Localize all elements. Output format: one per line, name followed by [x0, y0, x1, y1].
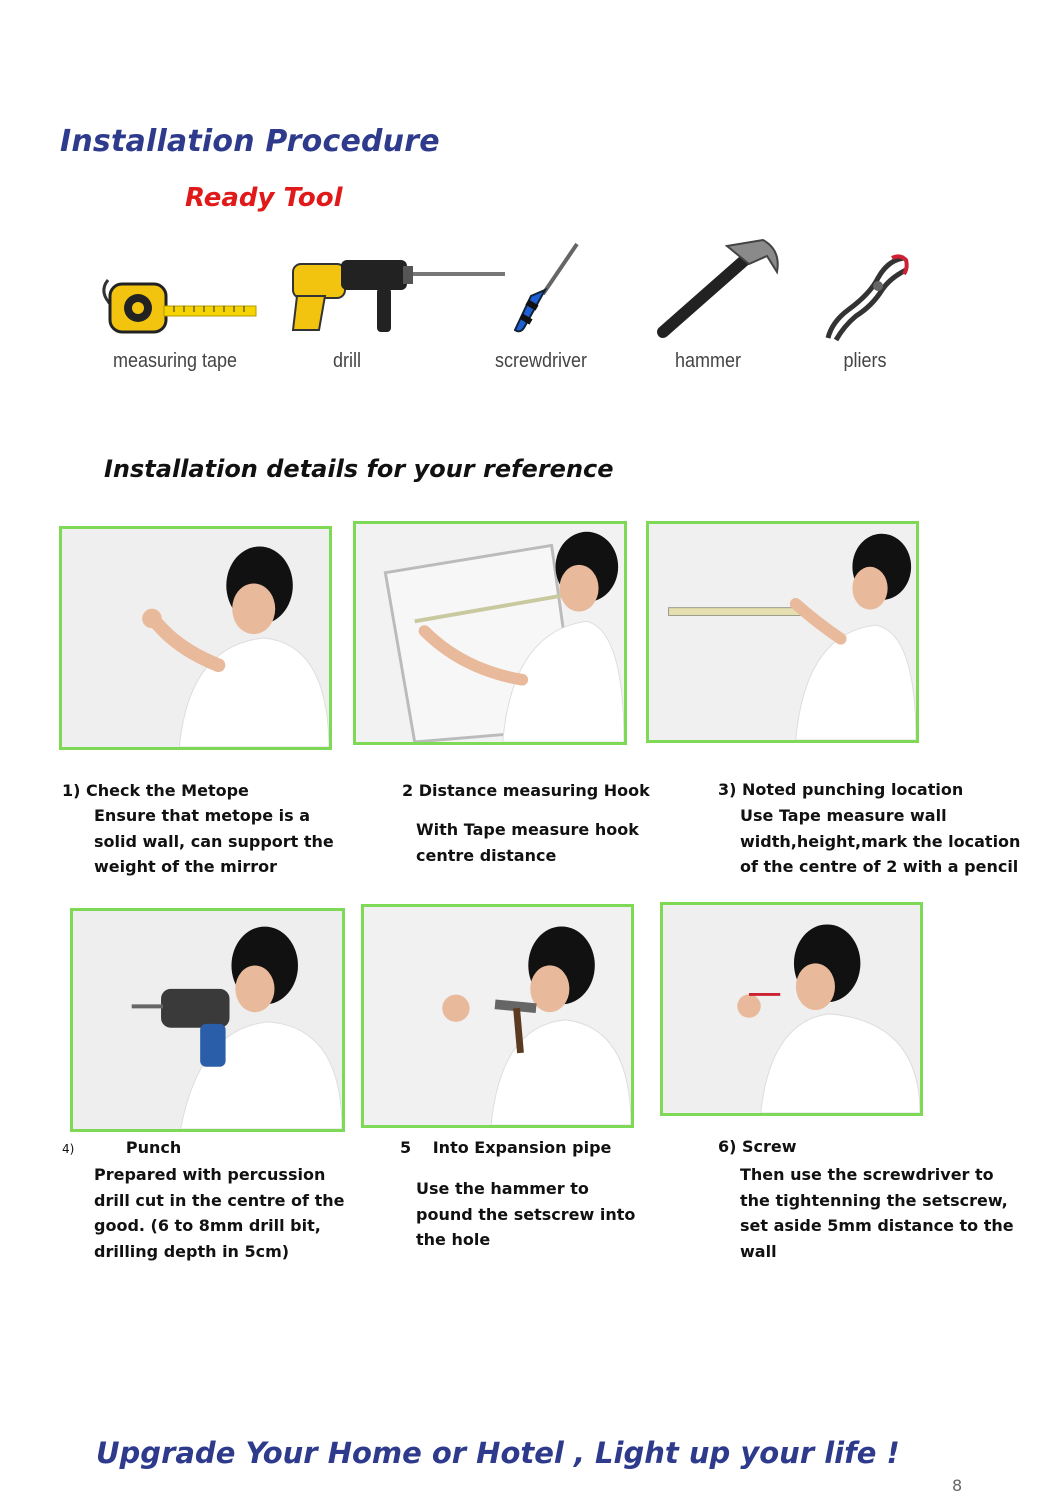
step-title: Check the Metope — [86, 781, 249, 800]
hammer-icon — [645, 236, 785, 342]
step-4-photo — [70, 908, 345, 1132]
tool-label: measuring tape — [112, 350, 238, 372]
step-number: 1) — [62, 781, 81, 800]
step-5-photo — [361, 904, 634, 1128]
tool-label: pliers — [843, 350, 887, 372]
step-title: Punch — [125, 1138, 182, 1157]
step-number: 4) — [62, 1142, 75, 1156]
step-4-heading — [62, 1138, 181, 1157]
step-title: Noted punching location — [742, 780, 964, 799]
step-line: Use Tape measure wall — [740, 806, 947, 825]
measuring-tape-icon — [90, 262, 260, 342]
step-title: Distance measuring Hook — [418, 781, 650, 800]
step-3-photo — [646, 521, 919, 743]
step-5-description — [416, 1176, 635, 1253]
step-3-heading — [718, 780, 963, 799]
step-3-description — [740, 803, 1020, 880]
step-title: Screw — [742, 1137, 797, 1156]
tool-screwdriver — [486, 240, 596, 373]
step-6-description — [740, 1162, 1014, 1264]
step-4-description — [94, 1162, 344, 1264]
step-2-photo — [353, 521, 627, 745]
step-number: 3) — [718, 780, 737, 799]
step-line: good. (6 to 8mm drill bit, — [94, 1216, 321, 1235]
step-line: the hole — [416, 1230, 491, 1249]
screwdriver-icon — [491, 240, 591, 342]
step-line: drilling depth in 5cm) — [94, 1241, 290, 1261]
step-1-photo — [59, 526, 332, 750]
page-title: Installation Procedure — [60, 124, 440, 159]
tool-label: screwdriver — [494, 350, 588, 372]
step-1-description — [94, 803, 334, 880]
tool-label: drill — [332, 350, 362, 372]
footer-slogan: Upgrade Your Home or Hotel , Light up your life ! — [96, 1436, 900, 1470]
step-number: 6) — [718, 1137, 737, 1156]
step-6-photo — [660, 902, 923, 1116]
details-heading: Installation details for your reference — [104, 455, 614, 483]
step-title: Into Expansion pipe — [432, 1138, 612, 1157]
ready-tool-heading: Ready Tool — [185, 183, 343, 213]
step-line: weight of the mirror — [94, 857, 277, 876]
step-line: Prepared with percussion — [94, 1165, 326, 1184]
step-line: set aside 5mm distance to the — [740, 1216, 1014, 1235]
tool-drill — [282, 246, 512, 373]
step-line: solid wall, can support the — [94, 831, 334, 851]
tool-pliers — [820, 250, 910, 373]
step-line: the tightenning the setscrew, — [740, 1190, 1008, 1210]
step-line: pound the setscrew into — [416, 1204, 636, 1224]
drill-icon — [285, 246, 509, 342]
step-2-heading — [402, 781, 650, 800]
page-number: 8 — [952, 1476, 963, 1495]
step-line: With Tape measure hook — [416, 820, 639, 839]
step-1-heading — [62, 781, 249, 800]
pliers-icon — [820, 250, 910, 342]
step-2-description — [416, 817, 639, 868]
step-number: 2 — [402, 781, 414, 800]
step-line: Use the hammer to — [416, 1179, 589, 1198]
step-line: of the centre of 2 with a pencil — [740, 857, 1019, 876]
step-6-heading — [718, 1137, 797, 1156]
step-line: centre distance — [416, 845, 557, 865]
tool-label: hammer — [674, 350, 742, 372]
tool-hammer — [640, 236, 790, 373]
step-line: width,height,mark the location — [740, 831, 1021, 851]
step-line: drill cut in the centre of the — [94, 1190, 345, 1210]
step-line: Ensure that metope is a — [94, 806, 311, 825]
step-line: wall — [740, 1241, 777, 1261]
step-line: Then use the screwdriver to — [740, 1165, 994, 1184]
step-5-heading — [400, 1138, 611, 1157]
step-number: 5 — [400, 1138, 412, 1157]
